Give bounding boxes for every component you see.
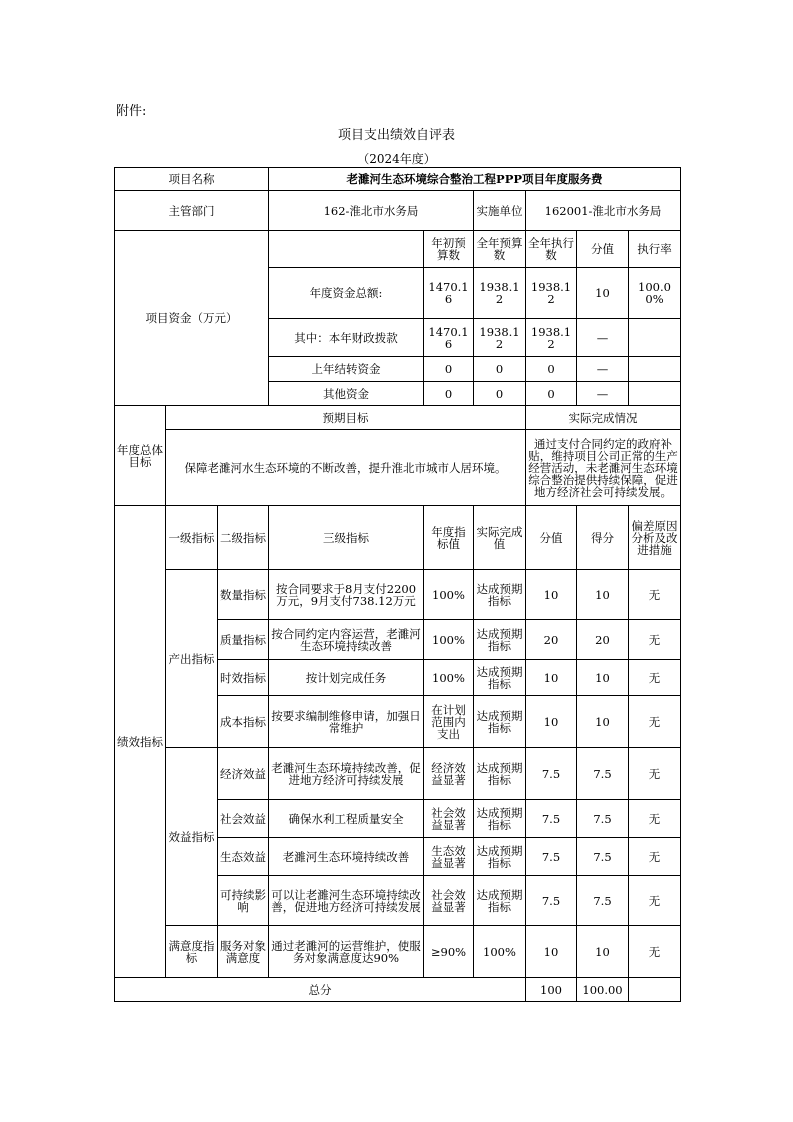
indicator-target: 在计划范围内支出	[424, 696, 474, 748]
funds-row-label: 年度资金总额:	[269, 268, 424, 319]
indicator-target: 经济效益显著	[424, 748, 474, 800]
indicator-score-value: 10	[526, 926, 577, 978]
indicator-score-value: 7.5	[526, 838, 577, 876]
indicators-header-row	[115, 506, 681, 570]
department-row	[115, 191, 681, 231]
indicator-level3: 按合同约定内容运营，老濉河生态环境持续改善	[269, 620, 424, 660]
indicator-score: 10	[577, 696, 629, 748]
form-title: 项目支出绩效自评表	[337, 128, 455, 143]
indicator-level2: 质量指标	[218, 620, 269, 660]
level1-satisfaction: 满意度指标	[166, 926, 218, 978]
indicator-target: 100%	[424, 660, 474, 696]
indicator-level3: 按计划完成任务	[269, 660, 424, 696]
indicator-level2: 生态效益	[218, 838, 269, 876]
indicator-score-value: 10	[526, 660, 577, 696]
indicator-score-value: 10	[526, 570, 577, 620]
col-score-value: 分值	[526, 506, 577, 570]
form-year: （2024年度）	[357, 152, 436, 166]
funds-annual: 1938.12	[474, 268, 526, 319]
total-label: 总分	[115, 978, 526, 1002]
funds-col-executed: 全年执行数	[526, 231, 577, 268]
indicator-score-value: 7.5	[526, 800, 577, 838]
col-level2: 二级指标	[218, 506, 269, 570]
indicator-deviation: 无	[629, 620, 681, 660]
funds-score-value: —	[577, 319, 629, 357]
goals-content-row	[115, 430, 681, 506]
goals-header-row	[115, 406, 681, 430]
indicator-row	[115, 926, 681, 978]
total-deviation	[629, 978, 681, 1002]
indicator-score: 20	[577, 620, 629, 660]
indicator-score: 7.5	[577, 876, 629, 926]
funds-annual: 1938.12	[474, 319, 526, 357]
indicator-level3: 可以让老濉河生态环境持续改善，促进地方经济可持续发展	[269, 876, 424, 926]
col-target: 年度指标值	[424, 506, 474, 570]
indicator-level3: 通过老濉河的运营维护，使服务对象满意度达90%	[269, 926, 424, 978]
indicator-row	[115, 570, 681, 620]
indicator-deviation: 无	[629, 696, 681, 748]
col-level3: 三级指标	[269, 506, 424, 570]
dept-label: 主管部门	[115, 191, 269, 231]
project-name-label: 项目名称	[115, 168, 269, 191]
funds-score-value: 10	[577, 268, 629, 319]
funds-label: 项目资金（万元）	[115, 231, 269, 406]
funds-rate	[629, 382, 681, 406]
indicator-actual: 达成预期指标	[474, 748, 526, 800]
indicator-score: 10	[577, 926, 629, 978]
self-evaluation-table	[114, 167, 681, 1002]
indicator-level2: 社会效益	[218, 800, 269, 838]
indicator-level2: 成本指标	[218, 696, 269, 748]
funds-executed: 0	[526, 382, 577, 406]
project-name-value: 老濉河生态环境综合整治工程PPP项目年度服务费	[269, 168, 681, 191]
funds-executed: 0	[526, 357, 577, 382]
funds-initial: 0	[424, 357, 474, 382]
indicator-actual: 达成预期指标	[474, 838, 526, 876]
col-deviation: 偏差原因分析及改进措施	[629, 506, 681, 570]
indicator-target: 100%	[424, 620, 474, 660]
indicator-target: 100%	[424, 570, 474, 620]
indicator-score: 10	[577, 660, 629, 696]
level1-output: 产出指标	[166, 570, 218, 748]
funds-initial: 1470.16	[424, 319, 474, 357]
indicator-score: 7.5	[577, 838, 629, 876]
project-name-row	[115, 168, 681, 191]
goals-label: 年度总体目标	[115, 406, 166, 506]
indicator-target: 社会效益显著	[424, 800, 474, 838]
funds-initial: 0	[424, 382, 474, 406]
funds-row-label: 其他资金	[269, 382, 424, 406]
indicator-target: 生态效益显著	[424, 838, 474, 876]
indicator-level3: 按合同要求于8月支付2200万元，9月支付738.12万元	[269, 570, 424, 620]
indicator-level2: 可持续影响	[218, 876, 269, 926]
funds-rate	[629, 319, 681, 357]
funds-executed: 1938.12	[526, 268, 577, 319]
indicator-level3: 按要求编制维修申请，加强日常维护	[269, 696, 424, 748]
goals-actual: 通过支付合同约定的政府补贴，维持项目公司正常的生产经营活动，未老濉河生态环境综合整治提供持续保障，促进地方经济社会可持续发展。	[526, 430, 681, 506]
indicator-score: 7.5	[577, 748, 629, 800]
funds-annual: 0	[474, 382, 526, 406]
indicator-target: 社会效益显著	[424, 876, 474, 926]
funds-score-value: —	[577, 382, 629, 406]
indicator-level2: 时效指标	[218, 660, 269, 696]
funds-executed: 1938.12	[526, 319, 577, 357]
funds-row-label: 其中：本年财政拨款	[269, 319, 424, 357]
indicator-row	[115, 748, 681, 800]
indicator-actual: 达成预期指标	[474, 876, 526, 926]
indicator-deviation: 无	[629, 570, 681, 620]
funds-col-annual: 全年预算数	[474, 231, 526, 268]
indicator-level2: 经济效益	[218, 748, 269, 800]
funds-rate: 100.00%	[629, 268, 681, 319]
indicator-level3: 确保水利工程质量安全	[269, 800, 424, 838]
total-score: 100.00	[577, 978, 629, 1002]
funds-col-initial: 年初预算数	[424, 231, 474, 268]
indicator-score-value: 7.5	[526, 748, 577, 800]
funds-header-blank	[269, 231, 424, 268]
goals-expected-header: 预期目标	[166, 406, 526, 430]
indicator-deviation: 无	[629, 926, 681, 978]
indicator-actual: 100%	[474, 926, 526, 978]
indicator-level3: 老濉河生态环境持续改善，促进地方经济可持续发展	[269, 748, 424, 800]
funds-rate	[629, 357, 681, 382]
indicator-level2: 服务对象满意度	[218, 926, 269, 978]
indicator-level3: 老濉河生态环境持续改善	[269, 838, 424, 876]
indicator-level2: 数量指标	[218, 570, 269, 620]
total-row	[115, 978, 681, 1002]
indicator-actual: 达成预期指标	[474, 660, 526, 696]
indicator-deviation: 无	[629, 660, 681, 696]
col-level1: 一级指标	[166, 506, 218, 570]
funds-col-rate: 执行率	[629, 231, 681, 268]
indicator-deviation: 无	[629, 748, 681, 800]
indicator-score: 7.5	[577, 800, 629, 838]
indicator-actual: 达成预期指标	[474, 696, 526, 748]
indicator-actual: 达成预期指标	[474, 620, 526, 660]
indicator-target: ≥90%	[424, 926, 474, 978]
funds-header-row	[115, 231, 681, 268]
col-score: 得分	[577, 506, 629, 570]
dept-value: 162-淮北市水务局	[269, 191, 474, 231]
funds-initial: 1470.16	[424, 268, 474, 319]
indicator-score: 10	[577, 570, 629, 620]
col-actual: 实际完成值	[474, 506, 526, 570]
level1-benefit: 效益指标	[166, 748, 218, 926]
indicator-deviation: 无	[629, 838, 681, 876]
funds-annual: 0	[474, 357, 526, 382]
goals-actual-header: 实际完成情况	[526, 406, 681, 430]
indicators-label: 绩效指标	[115, 506, 166, 978]
goals-expected: 保障老濉河水生态环境的不断改善，提升淮北市城市人居环境。	[166, 430, 526, 506]
indicator-deviation: 无	[629, 800, 681, 838]
indicator-actual: 达成预期指标	[474, 570, 526, 620]
funds-score-value: —	[577, 357, 629, 382]
funds-col-score-value: 分值	[577, 231, 629, 268]
indicator-deviation: 无	[629, 876, 681, 926]
indicator-score-value: 10	[526, 696, 577, 748]
indicator-actual: 达成预期指标	[474, 800, 526, 838]
funds-row-label: 上年结转资金	[269, 357, 424, 382]
impl-label: 实施单位	[474, 191, 526, 231]
total-score-value: 100	[526, 978, 577, 1002]
indicator-score-value: 20	[526, 620, 577, 660]
impl-value: 162001-淮北市水务局	[526, 191, 681, 231]
attachment-label: 附件:	[116, 104, 147, 119]
indicator-score-value: 7.5	[526, 876, 577, 926]
